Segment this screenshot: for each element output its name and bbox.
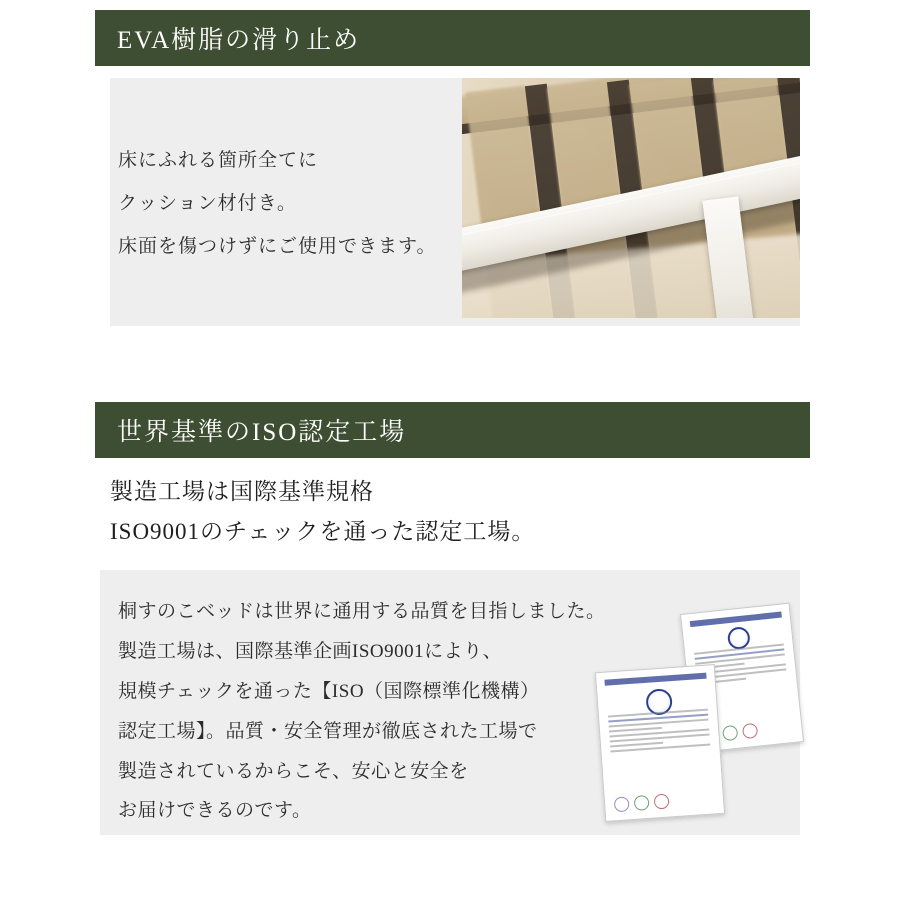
section-header-eva-resin-label: EVA樹脂の滑り止め — [117, 27, 361, 54]
certificate-back-title-bar — [690, 612, 782, 628]
iso-description-line-5: 製造されているからこそ、安心と安全を — [118, 760, 469, 782]
iso-certificate-front — [595, 664, 725, 822]
iso-description-line-4: 認定工場】。品質・安全管理が徹底された工場で — [118, 720, 538, 742]
iso-description-line-3: 規模チェックを通った【ISO（国際標準化機構） — [118, 680, 540, 702]
eva-resin-description-line-2: クッション材付き。 — [118, 192, 297, 214]
certificate-front-stamps — [614, 790, 715, 812]
section-header-iso-factory — [95, 402, 810, 458]
iso-description-line-6: お届けできるのです。 — [118, 800, 312, 822]
stamp-icon — [614, 796, 630, 812]
eva-resin-description-line-1: 床にふれる箇所全てに — [118, 150, 319, 171]
certificate-front-title-bar — [604, 673, 706, 686]
iso-description-line-1: 桐すのこベッドは世界に通用する品質を目指しました。 — [118, 601, 606, 622]
stamp-icon — [722, 725, 738, 741]
stamp-icon — [654, 794, 670, 810]
slat-bed-frame-photo — [462, 78, 800, 318]
eva-resin-description-line-3: 床面を傷つけずにご使用できます。 — [118, 235, 437, 257]
section-header-eva-resin — [95, 10, 810, 66]
iso-lead-line-1: 製造工場は国際基準規格 — [110, 479, 374, 504]
iso-certificates-photo — [592, 608, 797, 808]
section-header-iso-factory-label: 世界基準のISO認定工場 — [117, 419, 407, 446]
eva-resin-description — [118, 140, 458, 268]
iso-lead-text — [110, 472, 810, 553]
iso-lead-line-2: ISO9001のチェックを通った認定工場。 — [110, 519, 536, 545]
stamp-icon — [742, 723, 758, 739]
stamp-icon — [634, 795, 650, 811]
iso-description-line-2: 製造工場は、国際基準企画ISO9001により、 — [118, 640, 503, 662]
